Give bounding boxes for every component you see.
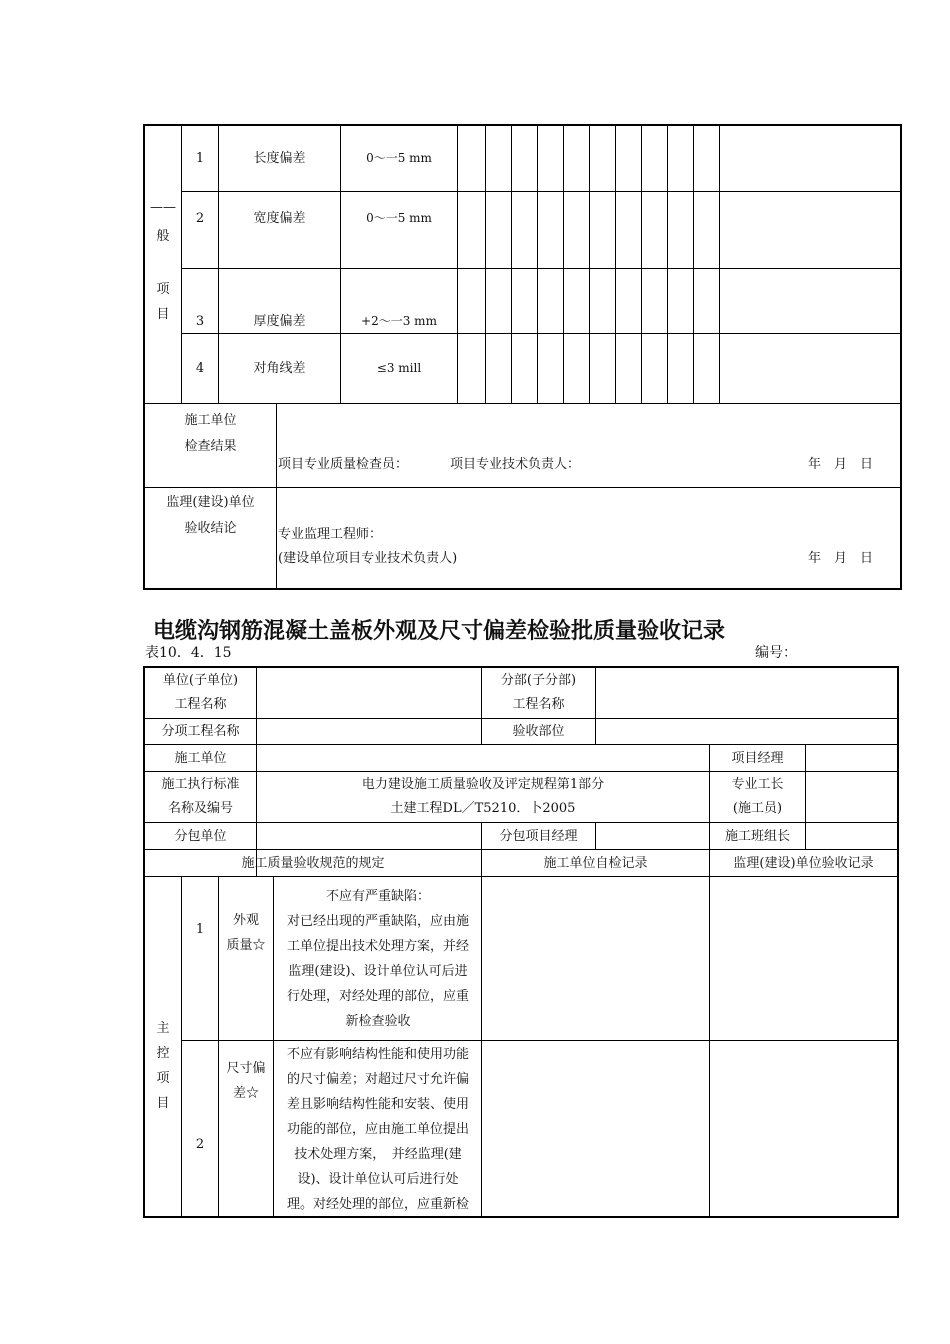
self-check-record[interactable] (482, 877, 709, 1040)
border (897, 666, 899, 1218)
project-manager-value[interactable] (806, 745, 897, 771)
tolerance: 0～一5 mm (366, 150, 432, 165)
grid-line (615, 124, 616, 403)
grid-line (182, 268, 900, 269)
item-name: 长度偏差 (253, 150, 306, 166)
supervision-column-header: 监理(建设)单位验收记录 (733, 855, 874, 871)
grid-line (537, 124, 538, 403)
main-items-category: 主 控 项 目 (156, 1021, 170, 1111)
grid-line (276, 403, 277, 589)
team-leader-value[interactable] (806, 823, 897, 849)
unit-name-value[interactable] (257, 667, 481, 718)
grid-line (273, 876, 274, 1217)
row-number: 2 (195, 210, 205, 226)
owner-representative: (建设单位项目专业技术负责人) (278, 551, 458, 566)
self-check-record[interactable] (482, 1041, 709, 1216)
table-number: 表10．4．15 (145, 645, 232, 661)
item-name: 厚度偏差 (253, 313, 306, 329)
row-number: 4 (195, 361, 205, 376)
border (143, 1216, 899, 1218)
standard-value: 电力建设施工质量验收及评定规程第1部分 土建工程DL／T5210．卜2005 (361, 777, 605, 816)
item-name: 外观 质量☆ (226, 913, 266, 953)
row-number: 2 (195, 1136, 205, 1152)
serial-number-label: 编号： (755, 645, 797, 661)
item-name: 对角线差 (253, 361, 306, 376)
subitem-value[interactable] (257, 719, 481, 744)
construction-result-label: 施工单位 检查结果 (184, 413, 237, 454)
category-label: —— 般 项 目 (150, 200, 176, 322)
contractor-value[interactable] (257, 745, 709, 771)
spec-text: 不应有影响结构性能和使用功能 的尺寸偏差；对超过尺寸允许偏 差且影响结构性能和安装、使用 功能的部位，应由施工单位提出 技术处理方案， 并经监理(建 设)、设计单位认可后进行处 理。对经处理的部位，应重新检 (286, 1047, 469, 1212)
supervision-engineer: 专业监理工程师： (278, 527, 383, 542)
grid-line (641, 124, 642, 403)
acceptance-part-value[interactable] (596, 719, 897, 744)
supervision-record[interactable] (710, 1041, 897, 1216)
item-name: 尺寸偏 差☆ (226, 1061, 266, 1101)
tolerance: +2～一3 mm (361, 313, 437, 328)
grid-line (485, 124, 486, 403)
row-number: 3 (195, 313, 205, 329)
date-field: 年 月 日 (808, 551, 874, 566)
acceptance-part-label: 验收部位 (512, 724, 565, 739)
grid-line (589, 124, 590, 403)
subcontractor-value[interactable] (257, 823, 481, 849)
quality-inspector: 项目专业质量检查员： (278, 457, 409, 472)
sub-pm-value[interactable] (596, 823, 709, 849)
unit-name-label: 单位(子单位) 工程名称 (162, 672, 239, 712)
supervision-record[interactable] (710, 877, 897, 1040)
date-field: 年 月 日 (808, 457, 874, 472)
self-check-column-header: 施工单位自检记录 (543, 855, 648, 871)
grid-line (667, 124, 668, 403)
grid-line (511, 124, 512, 403)
sub-pm-label: 分包项目经理 (499, 828, 578, 844)
border (900, 124, 902, 590)
foreman-label: 专业工长 (施工员) (731, 777, 784, 816)
team-leader-label: 施工班组长 (724, 828, 790, 844)
border (143, 588, 902, 590)
grid-line (719, 124, 720, 403)
foreman-value[interactable] (806, 772, 897, 822)
grid-line (563, 124, 564, 403)
grid-line (143, 403, 902, 404)
tolerance: 0～一5 mm (366, 210, 432, 225)
grid-line (457, 124, 458, 403)
contractor-label: 施工单位 (174, 750, 227, 766)
row-number: 1 (195, 150, 205, 166)
division-name-label: 分部(子分部) 工程名称 (500, 672, 577, 712)
standard-label: 施工执行标准 名称及编号 (161, 777, 240, 816)
division-name-value[interactable] (596, 667, 897, 718)
supervision-conclusion-label: 监理(建设)单位 验收结论 (166, 495, 255, 536)
document-title: 电缆沟钢筋混凝土盖板外观及尺寸偏差检验批质量验收记录 (153, 619, 726, 644)
subitem-label: 分项工程名称 (161, 724, 240, 739)
row-number: 1 (195, 921, 205, 937)
grid-line (693, 124, 694, 403)
tolerance: ≤3 mill (376, 361, 422, 375)
item-name: 宽度偏差 (253, 210, 306, 226)
project-manager-label: 项目经理 (731, 750, 784, 766)
spec-column-header: 施工质量验收规范的规定 (241, 855, 385, 871)
subcontractor-label: 分包单位 (174, 828, 227, 844)
grid-line (143, 487, 902, 488)
spec-text: 不应有严重缺陷： 对已经出现的严重缺陷，应由施 工单位提出技术处理方案，并经 监理(建设)、设计单位认可后进 行处理，对经处理的部位，应重 新检查验收 (286, 889, 469, 1029)
tech-lead: 项目专业技术负责人： (450, 457, 581, 472)
